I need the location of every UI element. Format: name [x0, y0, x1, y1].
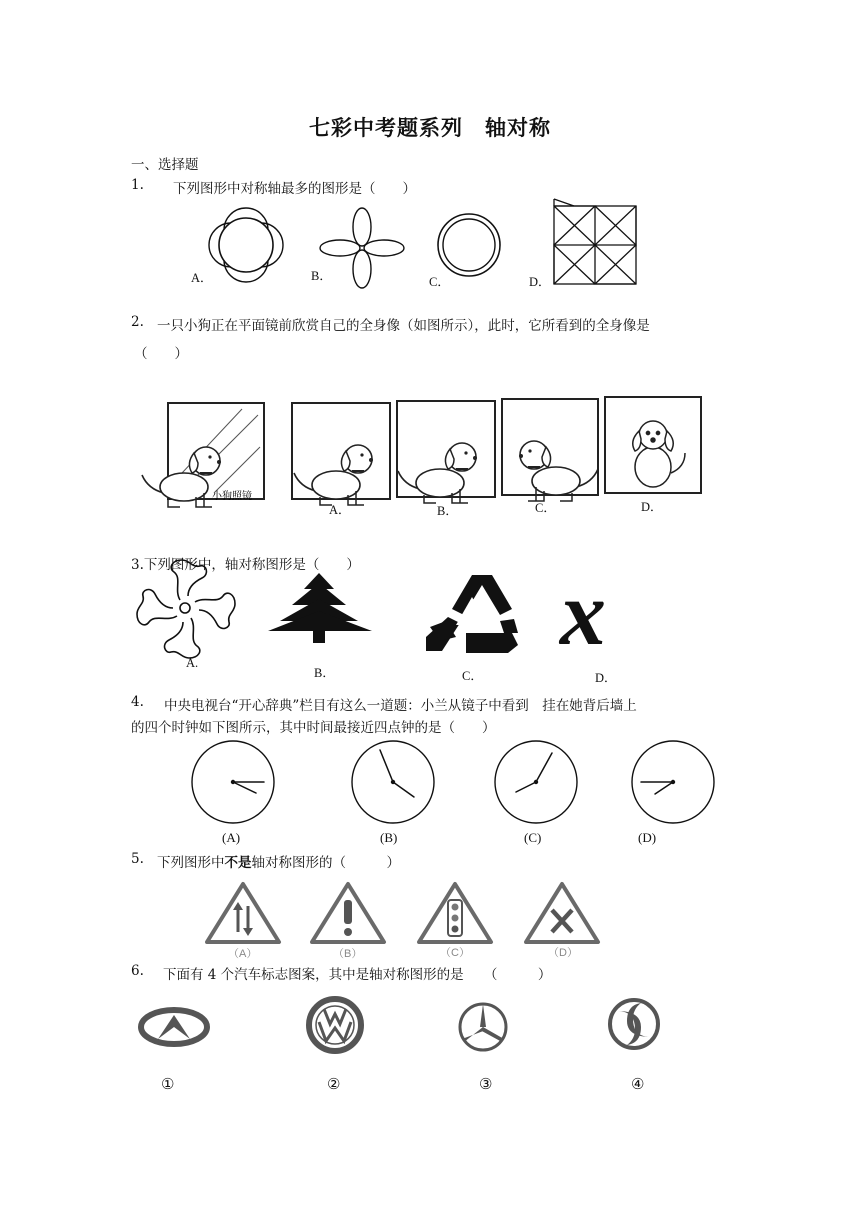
- q5-number: 5.: [131, 851, 144, 867]
- q2-caption: 小狗照镜: [212, 491, 252, 502]
- q5-option-c: （C）: [440, 947, 470, 959]
- q3-figure-c: [426, 575, 518, 655]
- q4-option-d: (D): [638, 830, 657, 845]
- q6-option-2: ②: [327, 1077, 341, 1093]
- q1-option-c: C．: [429, 275, 450, 289]
- q5-option-a: （A）: [228, 948, 258, 960]
- q3-option-c: C．: [462, 669, 483, 683]
- q5-signs: [205, 880, 605, 950]
- q6-logo-1: [138, 1005, 210, 1050]
- q5-text-before: 下列图形中: [157, 855, 225, 871]
- q3-figure-d: [558, 562, 648, 664]
- q3-option-d: D．: [595, 671, 617, 685]
- q2-option-c: C．: [535, 501, 556, 515]
- q3-option-b: B．: [314, 666, 335, 680]
- q6-logo-3: [456, 1000, 512, 1056]
- q5-text: [157, 851, 400, 871]
- q1-text: 下列图形中对称轴最多的图形是（ ）: [173, 181, 416, 197]
- q1-option-d: D．: [529, 275, 551, 289]
- q4-clocks: [190, 740, 730, 830]
- q3-option-a: A.: [186, 656, 199, 670]
- q4-text-line2: 的四个时钟如下图所示，其中时间最接近四点钟的是（ ）: [131, 720, 496, 736]
- q6-option-3: ③: [479, 1077, 493, 1093]
- q1-number: 1.: [131, 177, 144, 193]
- q1-figure-d: [548, 198, 643, 288]
- q2-option-d: D．: [641, 500, 663, 514]
- q3-text: 3.下列图形中，轴对称图形是（ ）: [131, 557, 360, 573]
- q6-option-1: ①: [161, 1077, 175, 1093]
- q6-logo-4: [607, 997, 663, 1053]
- q4-option-c: (C): [524, 830, 542, 845]
- q6-text: 下面有 4 个汽车标志图案，其中是轴对称图形的是 （ ）: [163, 967, 552, 983]
- q6-number: 6.: [131, 963, 144, 979]
- q1-figure-a: [200, 205, 300, 290]
- q4-number: 4.: [131, 694, 144, 710]
- q5-option-d: （D）: [548, 947, 578, 959]
- q6-option-4: ④: [631, 1077, 645, 1093]
- page-title: 七彩中考题系列 轴对称: [309, 115, 551, 140]
- q6-logo-2: [306, 996, 366, 1056]
- q3-figure-b: [268, 573, 378, 648]
- q2-option-b: B．: [437, 504, 458, 518]
- q1-option-a: A．: [191, 271, 213, 285]
- section-heading: 一、选择题: [131, 157, 199, 173]
- q2-number: 2.: [131, 314, 144, 330]
- q2-text: 一只小狗正在平面镜前欣赏自己的全身像（如图所示），此时，它所看到的全身像是: [157, 318, 650, 334]
- q5-text-after: 轴对称图形的（ ）: [251, 855, 400, 871]
- q2-figure-row: [130, 395, 710, 515]
- q5-option-b: （B）: [333, 948, 363, 960]
- q5-text-bold: 不是: [224, 855, 252, 871]
- q3-figure-a: [135, 558, 245, 658]
- q4-option-a: (A): [222, 830, 241, 845]
- q2-option-a: A．: [329, 503, 351, 517]
- q3-letter-x: x: [560, 562, 606, 664]
- q4-text-line1: 中央电视台“开心辞典”栏目有这么一道题：小兰从镜子中看到 挂在她背后墙上: [164, 698, 637, 714]
- q2-paren: （ ）: [134, 346, 188, 362]
- q4-option-b: (B): [380, 830, 398, 845]
- q1-option-b: B．: [311, 269, 332, 283]
